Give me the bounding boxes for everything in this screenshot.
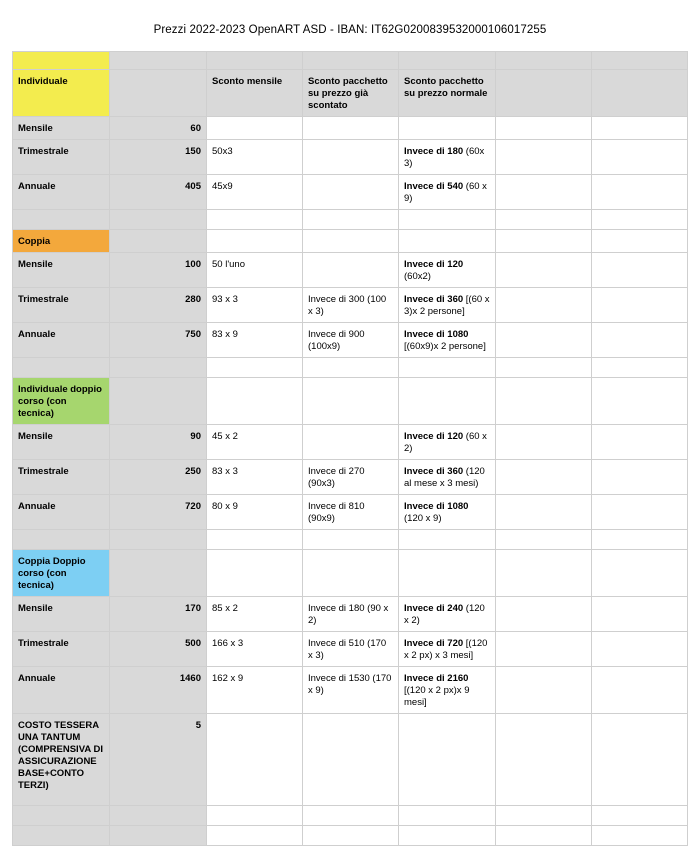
spacer-cell bbox=[13, 210, 110, 230]
row-price: 250 bbox=[110, 460, 207, 495]
empty-cell bbox=[592, 230, 688, 253]
empty-cell bbox=[399, 358, 496, 378]
spacer-cell bbox=[13, 826, 110, 846]
spacer-cell bbox=[110, 530, 207, 550]
empty-cell bbox=[592, 323, 688, 358]
page-title: Prezzi 2022-2023 OpenART ASD - IBAN: IT62G0200839532000106017255 bbox=[153, 24, 547, 36]
empty-cell bbox=[592, 140, 688, 175]
spacer-row bbox=[13, 358, 688, 378]
empty-cell bbox=[592, 530, 688, 550]
empty-cell bbox=[399, 210, 496, 230]
empty-cell bbox=[496, 323, 592, 358]
row-price: 750 bbox=[110, 323, 207, 358]
sconto-mensile-cell: 83 x 9 bbox=[207, 323, 303, 358]
row-price: 720 bbox=[110, 495, 207, 530]
sconto-scontato-cell bbox=[303, 253, 399, 288]
row-price: 280 bbox=[110, 288, 207, 323]
empty-cell bbox=[592, 253, 688, 288]
column-header-sconto-mensile: Sconto mensile bbox=[207, 70, 303, 117]
empty-cell bbox=[303, 378, 399, 425]
empty-cell bbox=[303, 826, 399, 846]
row-label: Annuale bbox=[13, 323, 110, 358]
empty-cell bbox=[399, 230, 496, 253]
tessera-row bbox=[13, 714, 688, 806]
empty-cell bbox=[592, 826, 688, 846]
table-row bbox=[13, 253, 688, 288]
empty-cell bbox=[592, 378, 688, 425]
table-row bbox=[13, 632, 688, 667]
empty-cell bbox=[592, 288, 688, 323]
sconto-mensile-cell: 85 x 2 bbox=[207, 597, 303, 632]
sconto-normale-cell bbox=[399, 117, 496, 140]
spacer-cell bbox=[13, 806, 110, 826]
row-price: 405 bbox=[110, 175, 207, 210]
section-row bbox=[13, 378, 688, 425]
empty-cell bbox=[592, 210, 688, 230]
price-table bbox=[12, 51, 688, 846]
section-title-individuale-doppio: Individuale doppio corso (con tecnica) bbox=[13, 378, 110, 425]
sconto-mensile-cell: 162 x 9 bbox=[207, 667, 303, 714]
empty-cell bbox=[592, 425, 688, 460]
row-price: 1460 bbox=[110, 667, 207, 714]
empty-cell bbox=[496, 253, 592, 288]
table-row bbox=[13, 117, 688, 140]
sconto-scontato-cell bbox=[303, 140, 399, 175]
empty-cell bbox=[496, 140, 592, 175]
spacer-row bbox=[13, 806, 688, 826]
empty-cell bbox=[207, 530, 303, 550]
spacer-row bbox=[13, 530, 688, 550]
empty-cell bbox=[592, 714, 688, 806]
empty-cell bbox=[207, 378, 303, 425]
row-label: Annuale bbox=[13, 175, 110, 210]
row-label: Trimestrale bbox=[13, 140, 110, 175]
empty-cell bbox=[592, 632, 688, 667]
table-row bbox=[13, 175, 688, 210]
empty-cell bbox=[207, 230, 303, 253]
empty-cell bbox=[399, 378, 496, 425]
empty-cell bbox=[496, 378, 592, 425]
empty-cell bbox=[399, 806, 496, 826]
sconto-mensile-cell: 50x3 bbox=[207, 140, 303, 175]
empty-cell bbox=[303, 550, 399, 597]
sconto-mensile-cell bbox=[207, 117, 303, 140]
table-row bbox=[13, 495, 688, 530]
empty-cell bbox=[496, 597, 592, 632]
empty-cell bbox=[496, 230, 592, 253]
sconto-normale-cell: Invece di 240 (120 x 2) bbox=[399, 597, 496, 632]
row-price: 500 bbox=[110, 632, 207, 667]
sconto-mensile-cell: 83 x 3 bbox=[207, 460, 303, 495]
sconto-mensile-cell: 45 x 2 bbox=[207, 425, 303, 460]
row-label: Trimestrale bbox=[13, 460, 110, 495]
empty-cell bbox=[496, 530, 592, 550]
empty-cell bbox=[496, 117, 592, 140]
table-row bbox=[13, 425, 688, 460]
empty-cell bbox=[496, 460, 592, 495]
sconto-normale-cell: Invece di 1080 [(60x9)x 2 persone] bbox=[399, 323, 496, 358]
section-row bbox=[13, 550, 688, 597]
row-label: Mensile bbox=[13, 597, 110, 632]
empty-cell bbox=[592, 460, 688, 495]
section-color-cell bbox=[13, 52, 110, 70]
column-header-sconto-pacchetto-scontato: Sconto pacchetto su prezzo già scontato bbox=[303, 70, 399, 117]
spacer-row bbox=[13, 210, 688, 230]
table-row bbox=[13, 667, 688, 714]
section-title-coppia-doppio: Coppia Doppio corso (con tecnica) bbox=[13, 550, 110, 597]
sconto-normale-cell: Invece di 540 (60 x 9) bbox=[399, 175, 496, 210]
sconto-mensile-cell: 166 x 3 bbox=[207, 632, 303, 667]
empty-cell bbox=[592, 667, 688, 714]
empty-cell bbox=[303, 230, 399, 253]
empty-cell bbox=[592, 495, 688, 530]
row-price: 90 bbox=[110, 425, 207, 460]
sconto-mensile-cell: 50 l'uno bbox=[207, 253, 303, 288]
row-label: Mensile bbox=[13, 425, 110, 460]
empty-cell bbox=[592, 806, 688, 826]
column-header-sconto-pacchetto-normale: Sconto pacchetto su prezzo normale bbox=[399, 70, 496, 117]
spacer-cell bbox=[13, 530, 110, 550]
empty-cell bbox=[399, 550, 496, 597]
table-row bbox=[13, 288, 688, 323]
sconto-scontato-cell: Invece di 300 (100 x 3) bbox=[303, 288, 399, 323]
sconto-scontato-cell: Invece di 270 (90x3) bbox=[303, 460, 399, 495]
sconto-mensile-cell: 80 x 9 bbox=[207, 495, 303, 530]
row-label: Trimestrale bbox=[13, 632, 110, 667]
sconto-scontato-cell: Invece di 510 (170 x 3) bbox=[303, 632, 399, 667]
tessera-price: 5 bbox=[110, 714, 207, 806]
sconto-scontato-cell bbox=[303, 425, 399, 460]
row-price: 100 bbox=[110, 253, 207, 288]
sconto-mensile-cell: 93 x 3 bbox=[207, 288, 303, 323]
sconto-scontato-cell: Invece di 1530 (170 x 9) bbox=[303, 667, 399, 714]
empty-cell bbox=[496, 826, 592, 846]
spacer-cell bbox=[110, 358, 207, 378]
empty-cell bbox=[207, 714, 303, 806]
row-label: Mensile bbox=[13, 253, 110, 288]
row-label: Trimestrale bbox=[13, 288, 110, 323]
empty-cell bbox=[303, 210, 399, 230]
row-price: 150 bbox=[110, 140, 207, 175]
empty-cell bbox=[496, 358, 592, 378]
sconto-normale-cell: Invece di 1080 (120 x 9) bbox=[399, 495, 496, 530]
empty-cell bbox=[592, 117, 688, 140]
header-spacer-row bbox=[13, 52, 688, 70]
row-price: 170 bbox=[110, 597, 207, 632]
spacer-cell bbox=[13, 358, 110, 378]
empty-cell bbox=[496, 495, 592, 530]
empty-cell bbox=[496, 210, 592, 230]
sconto-normale-cell: Invece di 360 [(60 x 3)x 2 persone] bbox=[399, 288, 496, 323]
table-row bbox=[13, 140, 688, 175]
sconto-scontato-cell: Invece di 810 (90x9) bbox=[303, 495, 399, 530]
table-row bbox=[13, 323, 688, 358]
row-label: Mensile bbox=[13, 117, 110, 140]
header-row bbox=[13, 70, 688, 117]
empty-cell bbox=[496, 632, 592, 667]
empty-cell bbox=[207, 358, 303, 378]
spacer-cell bbox=[110, 806, 207, 826]
sconto-normale-cell: Invece di 120 (60 x 2) bbox=[399, 425, 496, 460]
empty-cell bbox=[207, 826, 303, 846]
sconto-normale-cell: Invece di 120 (60x2) bbox=[399, 253, 496, 288]
sconto-scontato-cell: Invece di 180 (90 x 2) bbox=[303, 597, 399, 632]
empty-cell bbox=[496, 806, 592, 826]
tessera-label: COSTO TESSERA UNA TANTUM (COMPRENSIVA DI ASSICURAZIONE BASE+CONTO TERZI) bbox=[13, 714, 110, 806]
empty-cell bbox=[303, 806, 399, 826]
empty-cell bbox=[399, 826, 496, 846]
table-row bbox=[13, 597, 688, 632]
spacer-cell bbox=[110, 550, 207, 597]
section-title-individuale: Individuale bbox=[13, 70, 110, 117]
empty-cell bbox=[496, 175, 592, 210]
sconto-scontato-cell: Invece di 900 (100x9) bbox=[303, 323, 399, 358]
sconto-scontato-cell bbox=[303, 175, 399, 210]
section-row bbox=[13, 230, 688, 253]
empty-cell bbox=[303, 714, 399, 806]
spacer-row bbox=[13, 826, 688, 846]
spacer-cell bbox=[110, 378, 207, 425]
empty-cell bbox=[303, 358, 399, 378]
empty-cell bbox=[399, 530, 496, 550]
empty-cell bbox=[592, 358, 688, 378]
empty-cell bbox=[207, 806, 303, 826]
sconto-normale-cell: Invece di 720 [(120 x 2 px) x 3 mesi] bbox=[399, 632, 496, 667]
table-row bbox=[13, 460, 688, 495]
empty-cell bbox=[496, 425, 592, 460]
sconto-scontato-cell bbox=[303, 117, 399, 140]
empty-cell bbox=[592, 550, 688, 597]
sconto-mensile-cell: 45x9 bbox=[207, 175, 303, 210]
empty-cell bbox=[399, 714, 496, 806]
sconto-normale-cell: Invece di 360 (120 al mese x 3 mesi) bbox=[399, 460, 496, 495]
empty-cell bbox=[207, 550, 303, 597]
spacer-cell bbox=[110, 230, 207, 253]
empty-cell bbox=[592, 597, 688, 632]
empty-cell bbox=[496, 714, 592, 806]
empty-cell bbox=[496, 667, 592, 714]
row-label: Annuale bbox=[13, 667, 110, 714]
row-label: Annuale bbox=[13, 495, 110, 530]
sconto-normale-cell: Invece di 180 (60x 3) bbox=[399, 140, 496, 175]
sconto-normale-cell: Invece di 2160 [(120 x 2 px)x 9 mesi] bbox=[399, 667, 496, 714]
section-title-coppia: Coppia bbox=[13, 230, 110, 253]
empty-cell bbox=[303, 530, 399, 550]
empty-cell bbox=[592, 175, 688, 210]
empty-cell bbox=[207, 210, 303, 230]
spacer-cell bbox=[110, 826, 207, 846]
spacer-cell bbox=[110, 210, 207, 230]
row-price: 60 bbox=[110, 117, 207, 140]
empty-cell bbox=[496, 288, 592, 323]
empty-cell bbox=[496, 550, 592, 597]
